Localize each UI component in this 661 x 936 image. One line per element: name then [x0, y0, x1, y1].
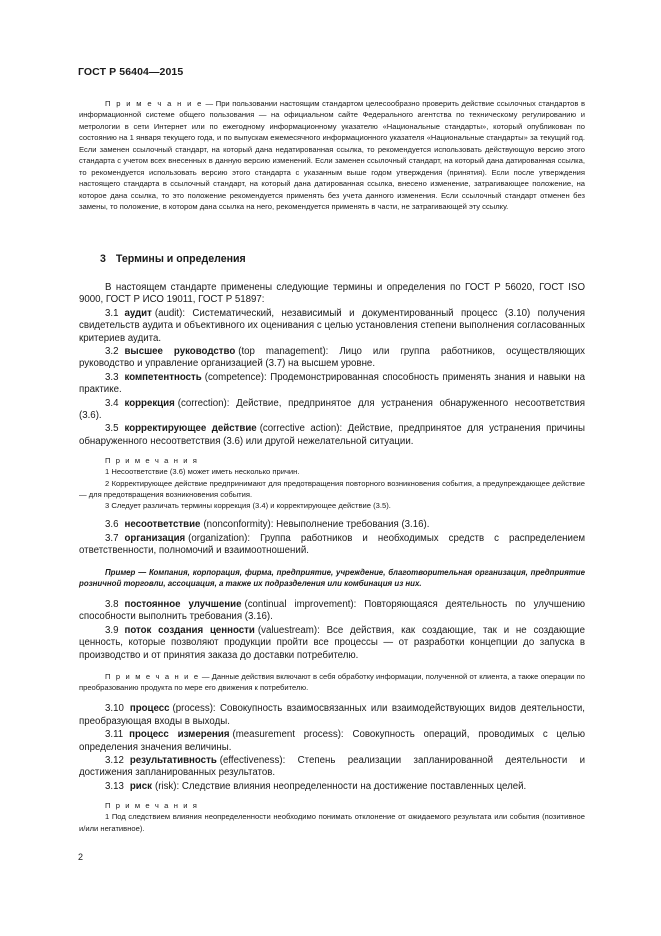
term-3-10 — [79, 703, 585, 728]
term-3-13 — [79, 781, 585, 793]
term-number: 3.10 — [105, 703, 124, 715]
note-item: 1 Несоответствие (3.6) может иметь несколько причин. — [105, 467, 300, 477]
term-number: 3.6 — [105, 519, 119, 531]
term-3-11 — [79, 729, 585, 754]
term-word: организация — [124, 532, 186, 544]
term-number: 3.5 — [105, 423, 119, 435]
notes-block-313 — [79, 800, 585, 834]
section-title-text: Термины и определения — [115, 253, 246, 265]
note-item: 3 Следует различать термины коррекция (3.4) и корректирующее действие (3.5). — [105, 501, 391, 511]
section-body — [79, 282, 585, 834]
term-word: высшее руководство — [124, 346, 236, 358]
term-definition: (competence): Продемонстрированная способность применять знания и навыки на практике. — [79, 371, 585, 396]
term-definition: (correction): Действие, предпринятое для устранения обнаруженного несоответствия (3.6). — [79, 397, 585, 422]
term-word: компетентность — [124, 371, 202, 383]
intro-note — [79, 98, 585, 213]
term-number: 3.11 — [105, 729, 124, 741]
term-definition: (top management): Лицо или группа работников, осуществляющих руководство и управление организацией (3.7) на высшем уровне. — [79, 346, 585, 370]
term-word: коррекция — [124, 397, 175, 409]
standard-header: ГОСТ Р 56404—2015 — [78, 66, 184, 78]
section-number: 3 — [100, 253, 106, 265]
term-3-2 — [79, 346, 585, 371]
term-word: результативность — [129, 754, 217, 766]
term-word: поток создания ценности — [124, 624, 255, 636]
term-definition: (valuestream): Все действия, как создающие, так и не создающие ценность, которые позволяют продукции пройти все процессы — от разработки концепции до запуска в производство и от принятия заказа до доставки потребителю. — [79, 624, 585, 661]
note-item: 2 Корректирующее действие предпринимают для предотвращения повторного возникновения события, а предупреждающее действие — для предотвращения возникновения события. — [79, 478, 585, 499]
term-definition: (risk): Следствие влияния неопределенности на достижение поставленных целей. — [154, 780, 527, 792]
intro-paragraph: В настоящем стандарте применены следующие термины и определения по ГОСТ Р 56020, ГОСТ ISO 9000, ГОСТ Р ИСО 19011, ГОСТ Р 51897: — [79, 282, 585, 306]
note-text: — При пользовании настоящим стандартом целесообразно проверить действие ссылочных стандартов в информационной системе общего пользования — на официальном сайте Федерального агентства по техническому регулированию и метрологии в сети Интернет или по ежегодному информационному указателю «Национальные стандарты», который опубликован по состоянию на 1 января текущего года, и по выпускам ежемесячного информационного указателя «Национальные стандарты» за текущий год. Если заменен ссылочный стандарт, на который дана недатированная ссылка, то рекомендуется использовать действующую версию этого стандарта с учетом всех внесенных в данную версию изменений. Если заменен ссылочный стандарт, на который дана датированная ссылка, то рекомендуется использовать версию этого стандарта с указанным выше годом утверждения (принятия). Если после утверждения настоящего стандарта в ссылочный стандарт, на который дана датированная ссылка, внесено изменение, затрагивающее положение, на которое дана ссылка, то это положение рекомендуется применять без учета данного изменения. Если ссылочный стандарт отменен без замены, то положение, в котором дана ссылка на него, рекомендуется применять в части, не затрагивающей эту ссылку. — [79, 99, 585, 212]
example-block — [79, 567, 585, 589]
term-word: аудит — [124, 307, 152, 319]
term-3-12 — [79, 755, 585, 780]
notes-block-35 — [79, 455, 585, 511]
term-definition: (measurement process): Совокупность операций, проводимых с целью определения значения величины. — [79, 729, 585, 753]
note-text: — Данные действия включают в себя обработку информации, полученной от клиента, а также операции по преобразованию продукта по мере его движения к потребителю. — [79, 671, 585, 693]
term-definition: (process): Совокупность взаимосвязанных или взаимодействующих видов деятельности, преобразующая входы в выходы. — [79, 703, 585, 727]
term-3-9 — [79, 625, 585, 662]
term-number: 3.12 — [105, 754, 124, 766]
term-word: процесс — [129, 703, 170, 715]
term-3-5 — [79, 423, 585, 448]
term-definition: (continual improvement): Повторяющаяся деятельность по улучшению способности выполнить требования (3.16). — [79, 598, 585, 623]
note-label: П р и м е ч а н и е — [105, 99, 203, 108]
term-definition: (corrective action): Действие, предпринятое для устранения причины обнаруженного несоответствия (3.6) или другой нежелательной ситуации. — [79, 423, 585, 447]
example-text: Пример — Компания, корпорация, фирма, предприятие, учреждение, благотворительная организация, предприятие розничной торговли, ассоциация, а также их подразделения или комбинация из них. — [79, 567, 585, 588]
term-word: риск — [129, 780, 152, 792]
notes-heading: П р и м е ч а н и я — [105, 456, 199, 466]
term-word: несоответствие — [124, 519, 201, 531]
term-definition: (organization): Группа работников и необходимых средств с распределением ответственности, полномочий и взаимоотношений. — [79, 532, 585, 557]
term-number: 3.1 — [105, 307, 119, 319]
term-definition: (nonconformity): Невыполнение требования (3.16). — [203, 519, 430, 531]
page-number: 2 — [78, 852, 84, 862]
term-number: 3.13 — [105, 780, 124, 792]
term-3-8 — [79, 599, 585, 624]
term-3-7 — [79, 533, 585, 558]
note-block-39 — [79, 671, 585, 693]
term-definition: (audit): Систематический, независимый и документированный процесс (3.10) получения свидетельств аудита и объективного их оценивания с целью установления степени выполнения согласованных критериев аудита. — [79, 307, 585, 344]
note-item: 1 Под следствием влияния неопределенности необходимо понимать отклонение от ожидаемого результата или события (позитивное и/или негативное). — [79, 812, 585, 833]
term-number: 3.9 — [105, 624, 119, 636]
note-label: П р и м е ч а н и е — [105, 671, 200, 681]
term-number: 3.3 — [105, 371, 119, 383]
term-word: процесс измерения — [129, 729, 230, 741]
term-number: 3.2 — [105, 346, 119, 358]
term-number: 3.4 — [105, 397, 119, 409]
note-paragraph — [79, 671, 585, 693]
term-3-6 — [79, 519, 585, 531]
section-title — [100, 253, 246, 265]
term-3-1 — [79, 308, 585, 345]
term-number: 3.8 — [105, 598, 119, 610]
term-3-4 — [79, 398, 585, 423]
notes-heading: П р и м е ч а н и я — [105, 801, 199, 811]
term-3-3 — [79, 372, 585, 397]
term-word: корректирующее действие — [124, 423, 257, 435]
term-number: 3.7 — [105, 532, 119, 544]
term-definition: (effectiveness): Степень реализации запланированной деятельности и достижения запланированных результатов. — [79, 754, 585, 779]
term-word: постоянное улучшение — [124, 598, 242, 610]
